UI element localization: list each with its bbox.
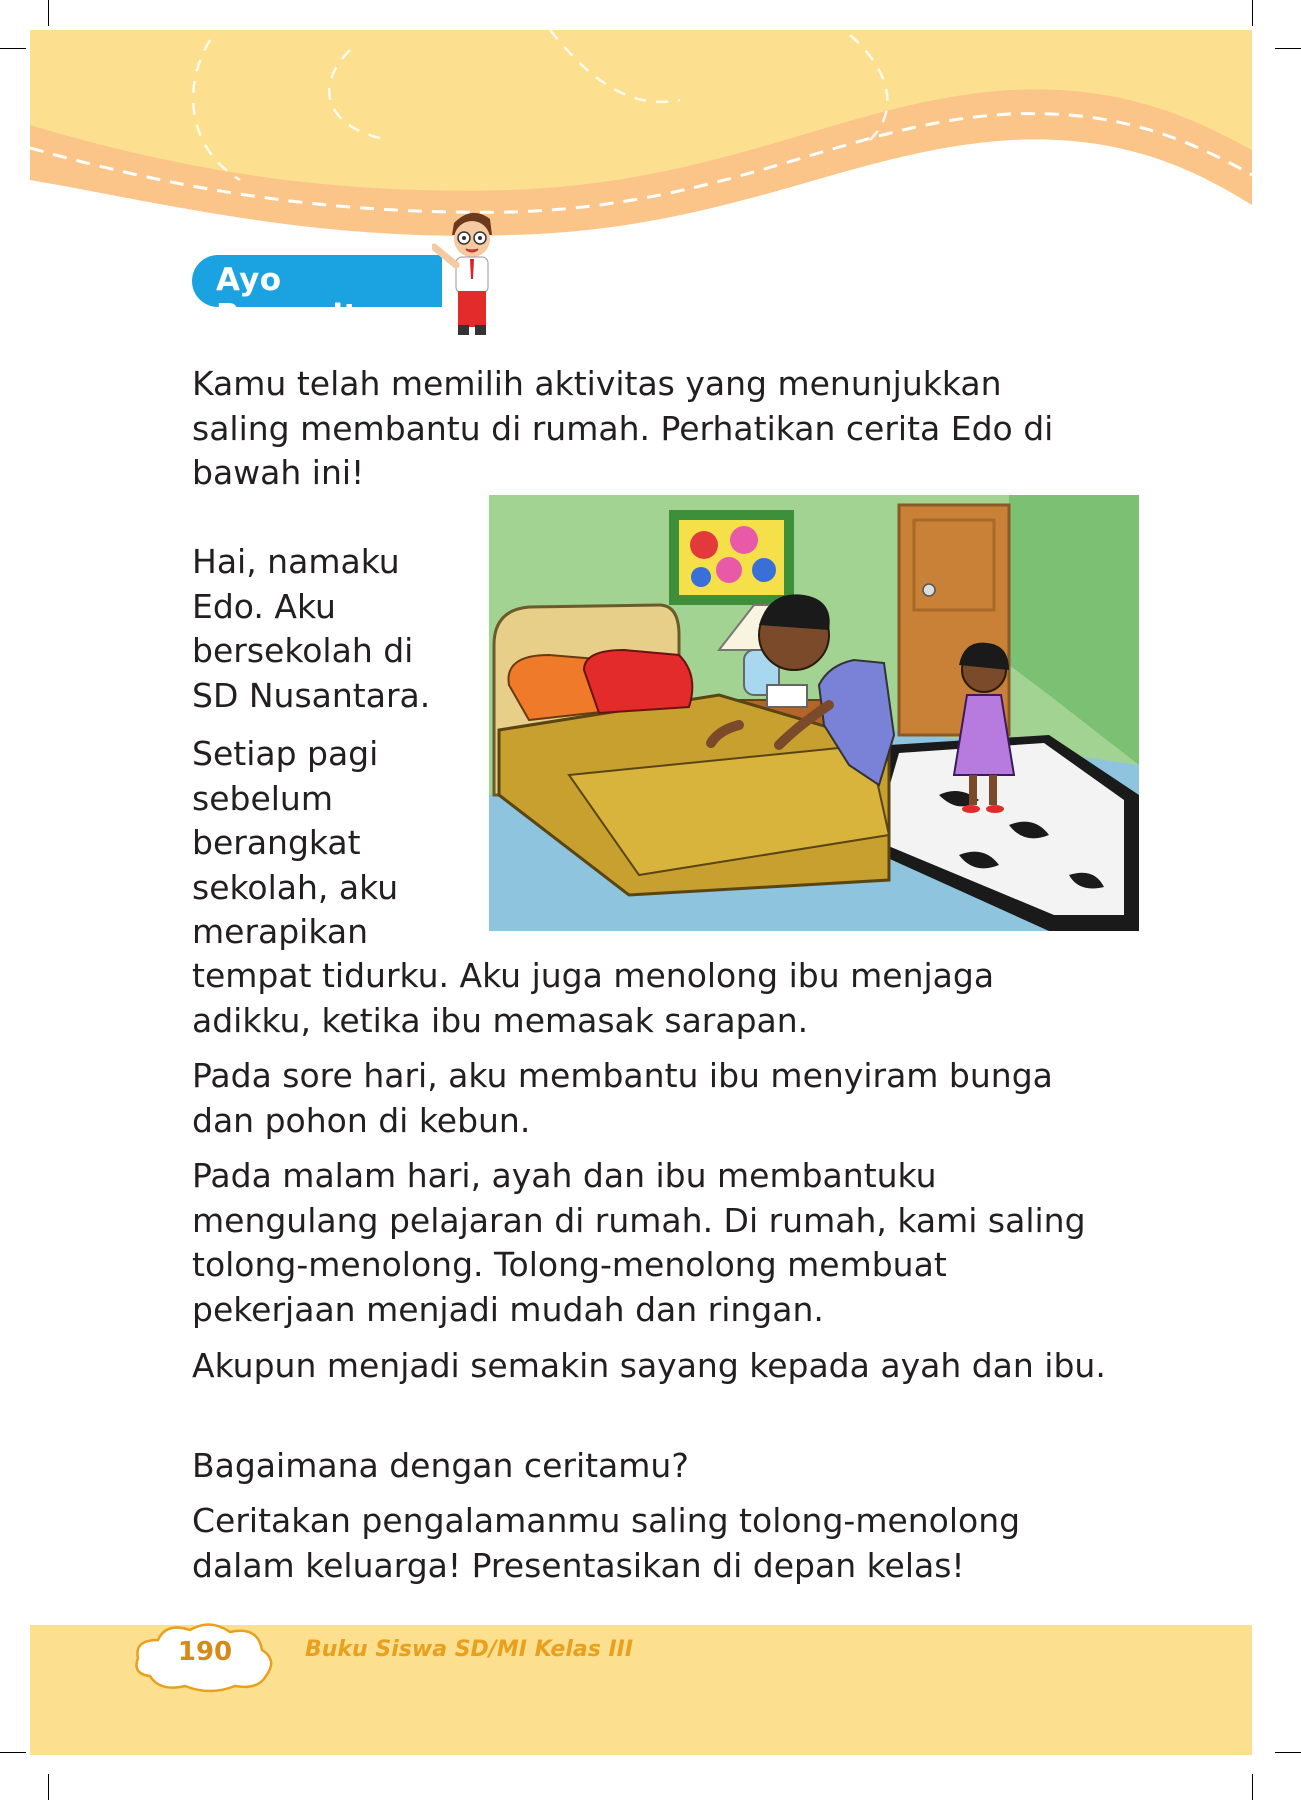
crop-mark (48, 1774, 49, 1800)
story-afternoon: Pada sore hari, aku membantu ibu menyiram bunga dan pohon di kebun. (192, 1056, 1053, 1140)
task-instruction: Ceritakan pengalamanmu saling tolong-menolong dalam keluarga! Presentasikan di depan kelas! (192, 1501, 1021, 1585)
boy-making-bed-illustration (489, 495, 1139, 931)
crop-mark (1275, 1752, 1301, 1753)
header-wave-decoration (30, 30, 1252, 250)
crop-mark (48, 0, 49, 26)
story-closing: Akupun menjadi semakin sayang kepada ayah dan ibu. (192, 1346, 1106, 1385)
crop-mark (0, 48, 26, 49)
crop-mark (1275, 48, 1301, 49)
story-morning-start: Setiap pagi sebelum berangkat sekolah, aku merapikan (192, 734, 399, 951)
crop-mark (0, 1752, 26, 1753)
section-title: Ayo Bercerita (216, 262, 380, 334)
boy-pointing-mascot-icon (432, 205, 512, 340)
book-title: Buku Siswa SD/MI Kelas III (305, 1637, 634, 1662)
story-evening: Pada malam hari, ayah dan ibu membantuku mengulang pelajaran di rumah. Di rumah, kami saling tolong-menolong. Tolong-menolong membuat pekerjaan menjadi mudah dan ringan. (192, 1156, 1086, 1329)
question: Bagaimana dengan ceritamu? (192, 1446, 689, 1485)
crop-mark (1252, 1774, 1253, 1800)
crop-mark (1252, 0, 1253, 26)
section-tab (192, 255, 442, 334)
page-number: 190 (177, 1637, 233, 1667)
story-greeting: Hai, namaku Edo. Aku bersekolah di SD Nusantara. (192, 542, 431, 715)
story-morning-end: tempat tidurku. Aku juga menolong ibu menjaga adikku, ketika ibu memasak sarapan. (192, 956, 995, 1040)
intro-paragraph: Kamu telah memilih aktivitas yang menunjukkan saling membantu di rumah. Perhatikan cerita Edo di bawah ini! (192, 364, 1054, 492)
